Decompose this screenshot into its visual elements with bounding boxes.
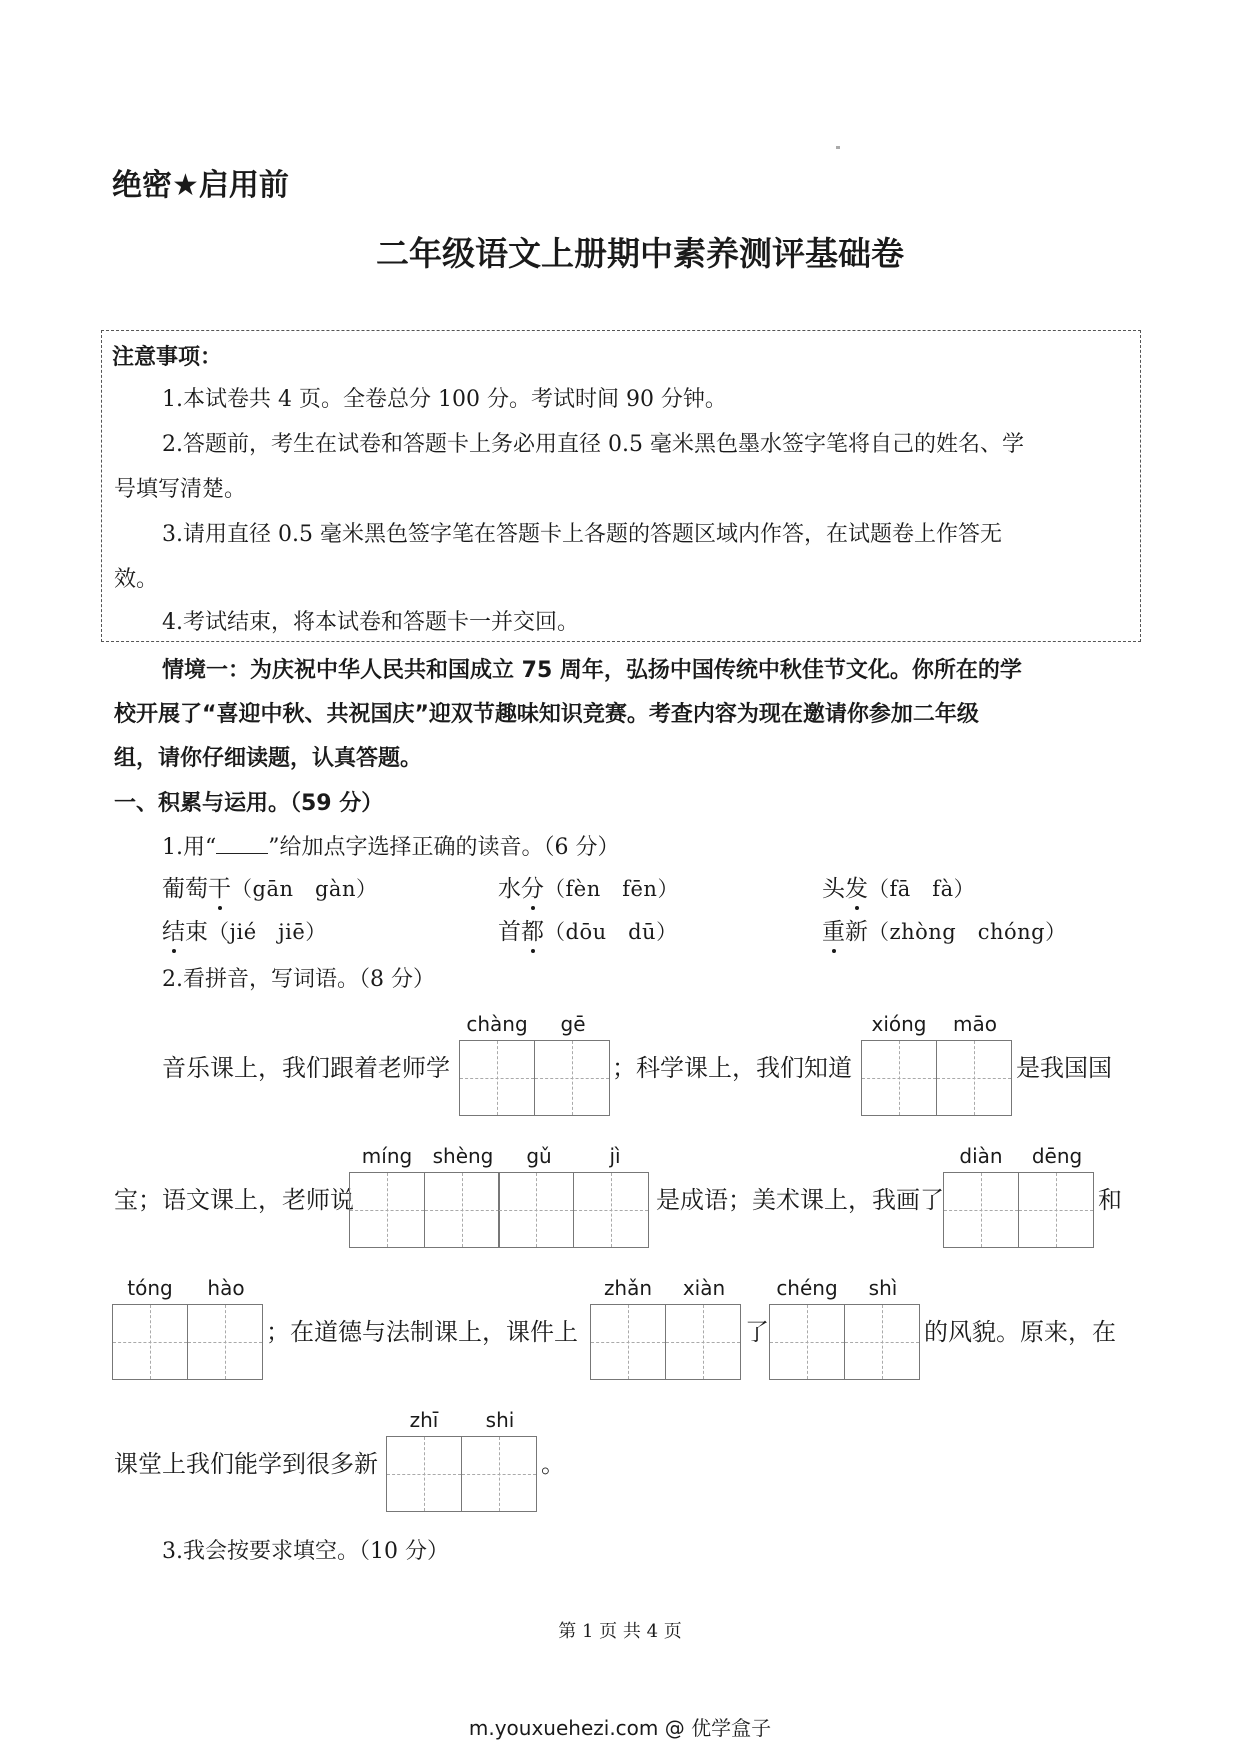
context-line: 组，请你仔细读题，认真答题。 [114,746,423,771]
confidential-label: 绝密★启用前 [112,168,289,203]
pinyin-label: tóng [127,1276,173,1300]
question-1-title: 1.用“ ”给加点字选择正确的读音。（6 分） [162,835,620,860]
sentence-text: 和 [1098,1186,1122,1214]
context-line: 校开展了“喜迎中秋、共祝国庆”迎双节趣味知识竞赛。考查内容为现在邀请你参加二年级 [114,702,979,727]
sentence-text: 音乐课上，我们跟着老师学 [162,1054,450,1082]
pinyin-label: zhī [409,1408,439,1432]
pinyin-label: diàn [959,1144,1003,1168]
pinyin-label: hào [207,1276,245,1300]
notice-line: 4.考试结束，将本试卷和答题卡一并交回。 [162,610,579,635]
writing-cell[interactable] [936,1040,1012,1116]
page-title: 二年级语文上册期中素养测评基础卷 [376,234,904,273]
pinyin-item: 头发（fā fà） [822,876,976,902]
writing-cell[interactable] [1018,1172,1094,1248]
section-title: 一、积累与运用。（59 分） [114,791,384,816]
pinyin-label: zhǎn [603,1276,653,1300]
writing-grid[interactable] [459,1040,608,1116]
writing-cell[interactable] [386,1436,462,1512]
writing-cell[interactable] [424,1172,500,1248]
writing-cell[interactable] [534,1040,610,1116]
pinyin-item: 水分（fèn fēn） [498,876,679,902]
sentence-text: 。 [541,1450,565,1478]
pinyin-label: shì [868,1276,898,1300]
sentence-text: ；在道德与法制课上，课件上 [266,1318,578,1346]
notice-line: 3.请用直径 0.5 毫米黑色签字笔在答题卡上各题的答题区域内作答，在试题卷上作答无 [162,522,1002,547]
notice-line: 效。 [114,567,159,592]
scan-speck [836,146,840,149]
pinyin-item: 葡萄干（gān gàn） [162,876,378,902]
pinyin-label: míng [361,1144,413,1168]
pinyin-label: shèng [432,1144,494,1168]
pinyin-label: chéng [776,1276,838,1300]
pinyin-item: 结束（jié jiē） [162,919,327,945]
writing-grid[interactable] [112,1304,261,1380]
writing-cell[interactable] [498,1172,574,1248]
question-2-title: 2.看拼音，写词语。（8 分） [162,967,435,992]
pinyin-label: gē [560,1012,586,1036]
page-number: 第 1 页 共 4 页 [558,1621,682,1642]
writing-cell[interactable] [590,1304,666,1380]
pinyin-item: 首都（dōu dū） [498,919,678,945]
pinyin-label: jì [609,1144,621,1168]
writing-cell[interactable] [943,1172,1019,1248]
writing-grid[interactable] [349,1172,647,1248]
writing-cell[interactable] [769,1304,845,1380]
pinyin-item: 重新（zhòng chóng） [822,919,1067,945]
pinyin-label: xióng [871,1012,927,1036]
sentence-text: 是成语；美术课上，我画了 [656,1186,944,1214]
pinyin-label: māo [953,1012,997,1036]
pinyin-label: xiàn [682,1276,726,1300]
site-watermark: m.youxuehezi.com @ 优学盒子 [468,1716,772,1740]
context-line: 情境一：为庆祝中华人民共和国成立 75 周年，弘扬中国传统中秋佳节文化。你所在的学 [162,658,1022,683]
notice-box [101,330,1141,642]
writing-grid[interactable] [386,1436,535,1512]
sentence-text: 课堂上我们能学到很多新 [114,1450,378,1478]
notice-title: 注意事项： [112,345,223,370]
question-3-title: 3.我会按要求填空。（10 分） [162,1539,449,1564]
writing-cell[interactable] [459,1040,535,1116]
writing-cell[interactable] [844,1304,920,1380]
writing-cell[interactable] [112,1304,188,1380]
blank-line [216,835,268,854]
writing-grid[interactable] [769,1304,918,1380]
writing-cell[interactable] [461,1436,537,1512]
writing-cell[interactable] [573,1172,649,1248]
notice-line: 2.答题前，考生在试卷和答题卡上务必用直径 0.5 毫米黑色墨水签字笔将自己的姓名、学 [162,432,1024,457]
writing-grid[interactable] [590,1304,739,1380]
writing-cell[interactable] [861,1040,937,1116]
sentence-text: 了 [745,1318,769,1346]
writing-cell[interactable] [665,1304,741,1380]
pinyin-label: shi [485,1408,515,1432]
pinyin-label: chàng [466,1012,528,1036]
writing-grid[interactable] [943,1172,1092,1248]
writing-cell[interactable] [349,1172,425,1248]
sentence-text: 宝；语文课上，老师说 [114,1186,354,1214]
writing-cell[interactable] [187,1304,263,1380]
pinyin-label: gǔ [526,1144,552,1168]
writing-grid[interactable] [861,1040,1010,1116]
sentence-text: 是我国国 [1016,1054,1112,1082]
sentence-text: ；科学课上，我们知道 [612,1054,852,1082]
notice-line: 1.本试卷共 4 页。全卷总分 100 分。考试时间 90 分钟。 [162,387,727,412]
pinyin-label: dēng [1031,1144,1083,1168]
notice-line: 号填写清楚。 [114,477,247,502]
sentence-text: 的风貌。原来，在 [924,1318,1116,1346]
